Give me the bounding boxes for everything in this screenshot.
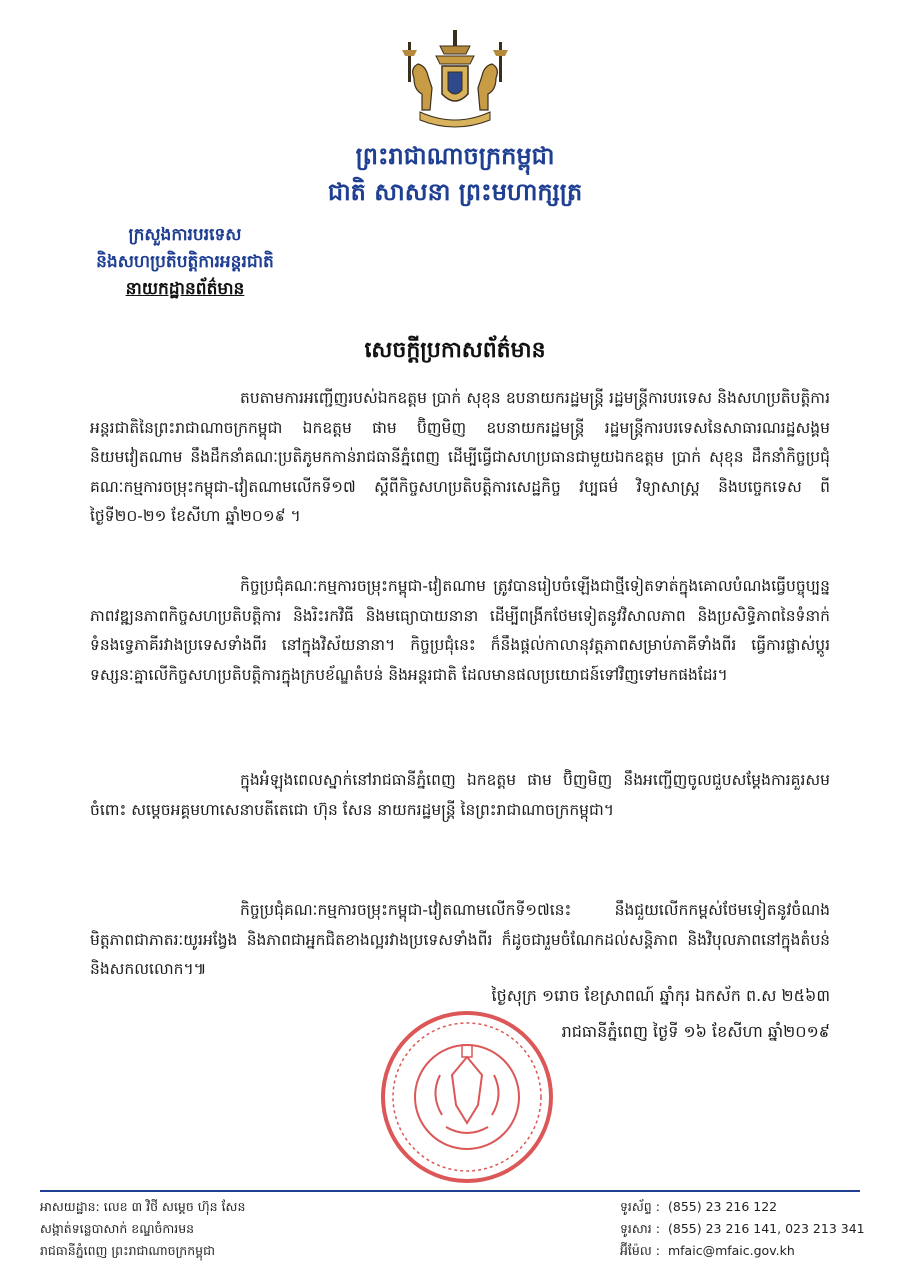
body-paragraph-3: ក្នុងអំឡុងពេលស្នាក់នៅរាជធានីភ្នំពេញ ឯកឧត្តម ផាម ប៊ិញមិញ នឹងអញ្ជើញចូលជួបសម្តែងការគួរសមចំពោះ សម្តេចអគ្គមហាសេនាបតីតេជោ ហ៊ុន សែន នាយករដ្ឋមន្ត្រី នៃព្រះរាជាណាចក្រកម្ពុជា។ [90,771,830,819]
phone-label: ទូរស័ព្ទ : [620,1199,660,1214]
ministry-name-line2: និងសហប្រតិបត្តិការអន្តរជាតិ [96,252,274,272]
email-label: អ៊ីម៉ែល : [620,1243,660,1258]
footer-divider [40,1190,860,1192]
body-paragraph-2: កិច្ចប្រជុំគណៈកម្មការចម្រុះកម្ពុជា-វៀតណាម ត្រូវបានរៀបចំឡើងជាថ្មីទៀតទាត់ក្នុងគោលបំណងធ្វើបច្ចុប្បន្នភាពវឌ្ឍនភាពកិច្ចសហប្រតិបត្តិការ និងរិះរកវិធី និងមធ្យោបាយនានា ដើម្បីពង្រីកថែមទៀតនូវវិសាលភាព និងប្រសិទ្ធិភាពនៃទំនាក់ទំនងទ្វេភាគីរវាងប្រទេសទាំងពីរ នៅក្នុងវិស័យនានា។ កិច្ចប្រជុំនេះ ក៏នឹងផ្តល់កាលានុវត្តភាពសម្រាប់ភាគីទាំងពីរ ធ្វើការផ្លាស់ប្តូរទស្សនៈគ្នាលើកិច្ចសហប្រតិបត្តិការក្នុងក្របខ័ណ្ឌតំបន់ និងអន្តរជាតិ ដែលមានផលប្រយោជន៍ទៅវិញទៅមកផងដែរ។ [90,577,830,684]
official-seal-icon [360,1005,575,1185]
body-paragraph-4: កិច្ចប្រជុំគណៈកម្មការចម្រុះកម្ពុជា-វៀតណាមលើកទី១៧នេះ នឹងជួយលើកកម្ពស់ថែមទៀតនូវចំណងមិត្តភាពជាភាតរៈយូរអង្វែង និងភាពជាអ្នកជិតខាងល្អរវាងប្រទេសទាំងពីរ ក៏ដូចជារួមចំណែកដល់សន្តិភាព និងវិបុលភាពនៅក្នុងតំបន់ និងសកលលោក។៕ [90,901,830,978]
phone-number: (855) 23 216 122 [667,1199,778,1214]
kingdom-heading: ព្រះរាជាណាចក្រកម្ពុជា [355,142,555,170]
body-paragraph-1: តបតាមការអញ្ជើញរបស់ឯកឧត្តម ប្រាក់ សុខុន ឧបនាយករដ្ឋមន្ត្រី រដ្ឋមន្ត្រីការបរទេស និងសហប្រតិបត្តិការអន្តរជាតិនៃព្រះរាជាណាចក្រកម្ពុជា ឯកឧត្តម ផាម ប៊ិញមិញ ឧបនាយករដ្ឋមន្ត្រី រដ្ឋមន្ត្រីការបរទេសនៃសាធារណរដ្ឋសង្គមនិយមវៀតណាម នឹងដឹកនាំគណៈប្រតិភូមកកាន់រាជធានីភ្នំពេញ ដើម្បីធ្វើជាសហប្រធានជាមួយឯកឧត្តម ប្រាក់ សុខុន ដឹកនាំកិច្ចប្រជុំគណៈកម្មការចម្រុះកម្ពុជា-វៀតណាមលើកទី១៧ ស្តីពីកិច្ចសហប្រតិបត្តិការសេដ្ឋកិច្ច វប្បធម៌ វិទ្យាសាស្ត្រ និងបច្ចេកទេស ពីថ្ងៃទី២០-២១ ខែសីហា ឆ្នាំ២០១៩ ។ [90,389,830,525]
footer-contact [620,1196,865,1262]
fax-label: ទូរសារ : [620,1221,660,1236]
ministry-name-line1: ក្រសួងការបរទេស [128,225,242,245]
department-name: នាយកដ្ឋានព័ត៌មាន [125,279,245,299]
email-address[interactable]: mfaic@mfaic.gov.kh [667,1243,795,1258]
lunar-date: ថ្ងៃសុក្រ ១រោច ខែស្រាពណ៍ ឆ្នាំកុរ ឯកស័ក ព.ស ២៥៦៣ [491,986,830,1005]
address-line-2: សង្កាត់ទន្លេបាសាក់ ខណ្ឌចំការមន [40,1221,195,1236]
document-title: សេចក្តីប្រកាសព័ត៌មាន [364,338,546,363]
national-motto: ជាតិ សាសនា ព្រះមហាក្សត្រ [327,178,583,206]
footer-address [40,1196,245,1262]
royal-emblem-icon [400,28,510,136]
address-label: អាសយដ្ឋាន: [40,1199,100,1214]
ministry-block [60,222,310,303]
solar-date: រាជធានីភ្នំពេញ ថ្ងៃទី ១៦ ខែសីហា ឆ្នាំ២០១៩ [561,1022,830,1041]
fax-number: (855) 23 216 141, 023 213 341 [667,1221,865,1236]
address-line-3: រាជធានីភ្នំពេញ ព្រះរាជាណាចក្រកម្ពុជា [40,1243,215,1258]
address-line-1: លេខ ៣ វិថី សម្តេច ហ៊ុន សែន [103,1199,246,1214]
